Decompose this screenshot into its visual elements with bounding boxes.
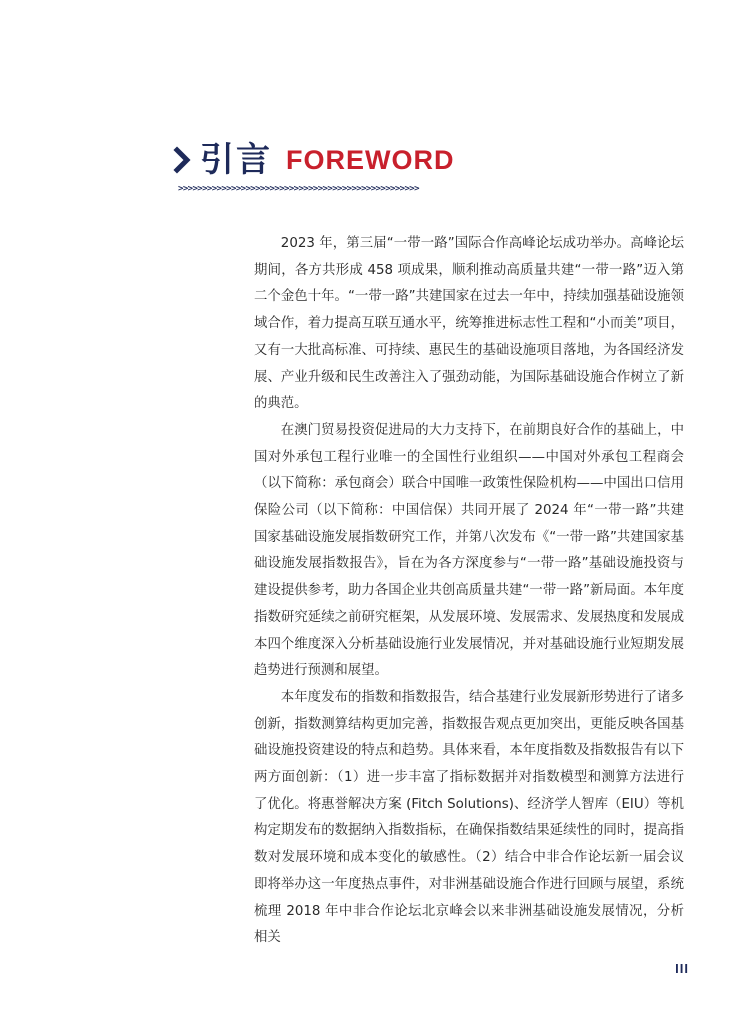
paragraph: 2023 年，第三届“一带一路”国际合作高峰论坛成功举办。高峰论坛期间，各方共形成 458 项成果，顺利推动高质量共建“一带一路”迈入第二个金色十年。“一带一路”共建国家在过去一年中，持续加强基础设施领域合作，着力提高互联互通水平，统筹推进标志性工程和“小而美”项目，又有一大批高标准、可持续、惠民生的基础设施项目落地，为各国经济发展、产业升级和民生改善注入了强劲动能，为国际基础设施合作树立了新的典范。 [254,236,684,412]
chevron-divider: >>>>>>>>>>>>>>>>>>>>>>>>>>>>>>>>>>>>>>>>>>>>>>>>>> [178,184,419,194]
section-header [172,140,454,180]
chevron-right-icon [172,144,194,176]
section-title-english: FOREWORD [286,145,455,175]
page-number: III [675,961,689,976]
section-title-chinese: 引言 [200,140,272,180]
paragraph: 在澳门贸易投资促进局的大力支持下，在前期良好合作的基础上，中国对外承包工程行业唯一的全国性行业组织——中国对外承包工程商会（以下简称：承包商会）联合中国唯一政策性保险机构——中国出口信用保险公司（以下简称：中国信保）共同开展了 2024 年“一带一路”共建国家基础设施发展指数研究工作，并第八次发布《“一带一路”共建国家基础设施发展指数报告》，旨在为各方深度参与“一带一路”基础设施投资与建设提供参考，助力各国企业共创高质量共建“一带一路”新局面。本年度指数研究延续之前研究框架，从发展环境、发展需求、发展热度和发展成本四个维度深入分析基础设施行业发展情况，并对基础设施行业短期发展趋势进行预测和展望。 [254,422,684,679]
foreword-body [254,231,684,952]
paragraph: 本年度发布的指数和指数报告，结合基建行业发展新形势进行了诸多创新，指数测算结构更加完善，指数报告观点更加突出，更能反映各国基础设施投资建设的特点和趋势。具体来看，本年度指数及指数报告有以下两方面创新：（1）进一步丰富了指标数据并对指数模型和测算方法进行了优化。将惠誉解决方案 (Fitch Solutions)、经济学人智库（EIU）等机构定期发布的数据纳入指数指标，在确保指数结果延续性的同时，提高指数对发展环境和成本变化的敏感性。（2）结合中非合作论坛新一届会议即将举办这一年度热点事件，对非洲基础设施合作进行回顾与展望，系统梳理 2018 年中非合作论坛北京峰会以来非洲基础设施发展情况，分析相关 [254,689,684,946]
